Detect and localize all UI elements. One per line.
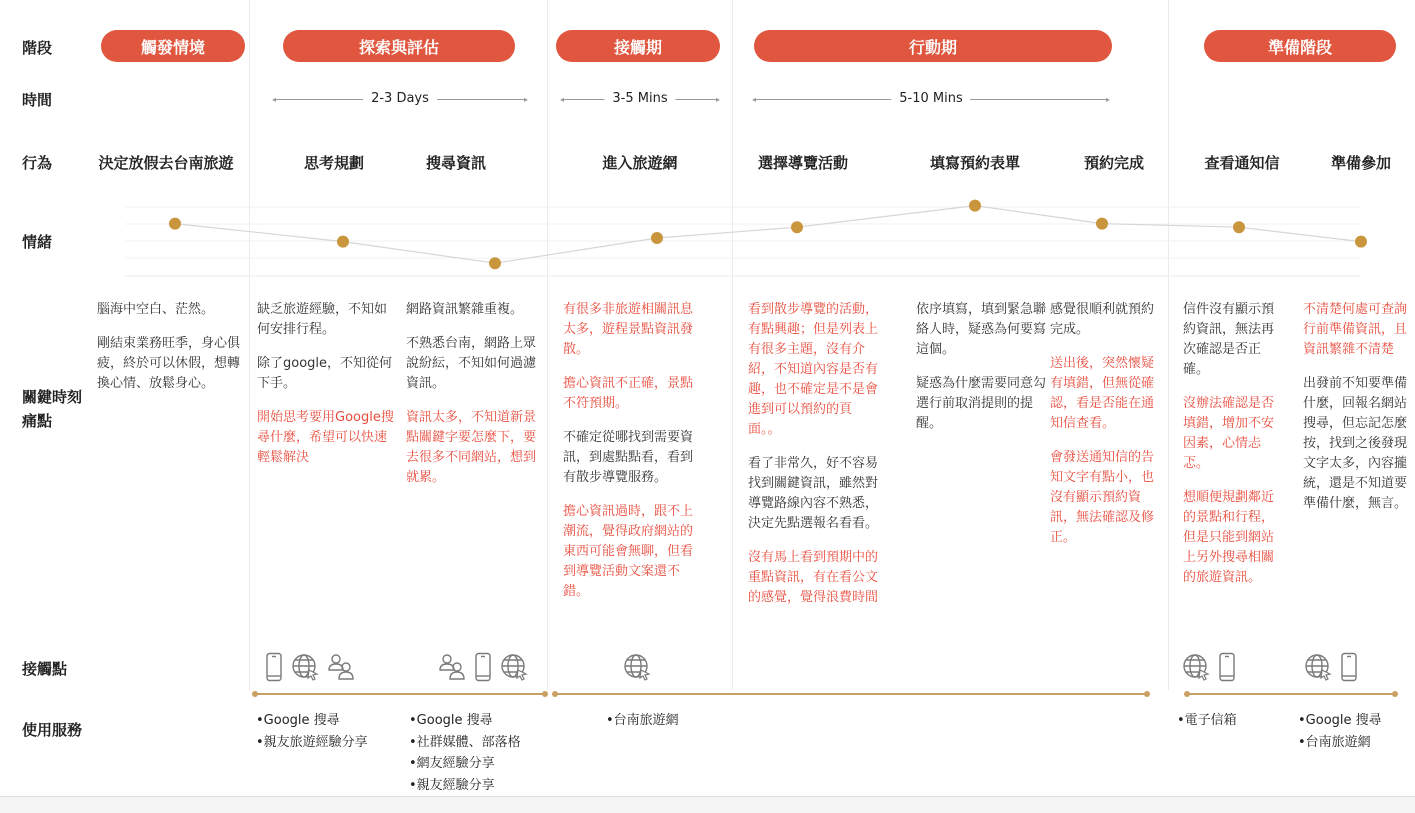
duration-explore: ◂ ▸ 2-3 Days — [275, 92, 525, 106]
service-timeline — [555, 693, 1147, 695]
action-choose-tour: 選擇導覽活動 — [757, 154, 849, 172]
service-item: • Google 搜尋 — [256, 710, 368, 732]
pain-col — [97, 300, 245, 408]
pain-col — [1303, 300, 1413, 528]
emotion-point — [169, 218, 181, 230]
action-decide-trip: 決定放假去台南旅遊 — [98, 154, 234, 172]
service-item: • 電子信箱 — [1177, 710, 1237, 732]
pain-point-warning: 有很多非旅遊相關訊息太多，遊程景點資訊發散。 — [563, 302, 694, 357]
touchpoint-group — [1181, 652, 1237, 682]
service-item: • 網友經驗分享 — [409, 753, 521, 775]
service-item: • 台南旅遊網 — [606, 710, 679, 732]
pain-point-text: 腦海中空白、茫然。 — [97, 302, 215, 317]
phone-icon — [473, 652, 493, 682]
emotion-point — [651, 232, 663, 244]
row-label-stage: 階段 — [22, 39, 53, 57]
row-label-pain-line2: 痛點 — [22, 412, 53, 430]
action-check-email: 查看通知信 — [1204, 154, 1280, 172]
duration-label: 5-10 Mins — [891, 89, 970, 109]
pain-col — [1183, 300, 1279, 602]
web-icon — [1303, 652, 1333, 682]
emotion-point — [1355, 236, 1367, 248]
emotion-point — [969, 200, 981, 212]
emotion-point — [489, 257, 501, 269]
people-icon — [437, 652, 467, 682]
pain-point-warning: 送出後，突然懷疑有填錯，但無從確認，看是否能在通知信查看。 — [1050, 356, 1155, 431]
pain-point-text: 缺乏旅遊經驗，不知如何安排行程。 — [257, 302, 388, 337]
action-search-info: 搜尋資訊 — [425, 154, 487, 172]
row-label-action: 行為 — [22, 154, 53, 172]
emotion-point — [791, 221, 803, 233]
pain-point-warning: 沒有馬上看到預期中的重點資訊，有在看公文的感覺，覺得浪費時間 — [748, 550, 879, 605]
pain-point-warning: 會發送通知信的告知文字有點小，也沒有顯示預約資訊，無法確認及修正。 — [1050, 450, 1155, 545]
pain-point-text: 除了google，不知從何下手。 — [257, 356, 393, 391]
pain-col — [748, 300, 878, 622]
duration-label: 3-5 Mins — [604, 89, 675, 109]
action-fill-form: 填寫預約表單 — [929, 154, 1021, 172]
service-item: • 台南旅遊網 — [1298, 732, 1382, 754]
pain-col — [1050, 300, 1160, 562]
pain-point-warning: 資訊太多，不知道新景點關鍵字要怎麼下，要去很多不同網站，想到就累。 — [406, 410, 537, 485]
action-plan: 思考規劃 — [303, 154, 365, 172]
phone-icon — [1339, 652, 1359, 682]
web-icon — [499, 652, 529, 682]
pain-point-text: 疑惑為什麼需要同意勾選行前取消提則的提醒。 — [916, 376, 1047, 431]
web-icon — [622, 652, 652, 682]
emotion-point — [1233, 221, 1245, 233]
pain-point-text: 看了非常久，好不容易找到關鍵資訊，雖然對導覽路線內容不熟悉，決定先點選報名看看。 — [748, 456, 879, 531]
stage-pill-trigger: 觸發情境 — [101, 30, 245, 62]
row-label-pain-line1: 關鍵時刻 — [22, 388, 83, 406]
service-list — [256, 710, 368, 753]
touchpoint-group — [264, 652, 356, 682]
pain-point-warning: 不清楚何處可查詢行前準備資訊，且資訊繁雜不清楚 — [1303, 302, 1408, 357]
stage-pill-action: 行動期 — [754, 30, 1112, 62]
web-icon — [1181, 652, 1211, 682]
pain-point-warning: 想順便規劃鄰近的景點和行程，但是只能到網站上另外搜尋相關的旅遊資訊。 — [1183, 490, 1275, 585]
pain-point-warning: 擔心資訊不正確，景點不符預期。 — [563, 376, 694, 411]
pain-point-text: 不熟悉台南，網路上眾說紛紜，不知如何過濾資訊。 — [406, 336, 537, 391]
row-label-emotion: 情緒 — [22, 233, 53, 251]
pain-point-text: 網路資訊繁雜重複。 — [406, 302, 524, 317]
phone-icon — [264, 652, 284, 682]
row-label-pain — [22, 385, 82, 433]
emotion-chart — [0, 0, 1415, 300]
touchpoint-group — [622, 652, 652, 682]
pain-point-warning: 沒辦法確認是否填錯，增加不安因素，心情忐忑。 — [1183, 396, 1275, 471]
pain-point-text: 出發前不知要準備什麼，回報名網站搜尋，但忘記怎麼按，找到之後發現文字太多，內容攏統，還是不知道要準備什麼，無言。 — [1303, 376, 1408, 511]
pain-point-warning: 開始思考要用Google搜尋什麼，希望可以快速輕鬆解決 — [257, 410, 394, 465]
touchpoint-group — [1303, 652, 1359, 682]
service-list — [606, 710, 679, 732]
phone-icon — [1217, 652, 1237, 682]
row-label-time: 時間 — [22, 91, 53, 109]
duration-label: 2-3 Days — [363, 89, 437, 109]
service-item: • 社群媒體、部落格 — [409, 732, 521, 754]
emotion-point — [1096, 218, 1108, 230]
service-timeline — [255, 693, 545, 695]
pain-point-warning: 看到散步導覽的活動，有點興趣；但是列表上有很多主題，沒有介紹，不知道內容是否有趣，也不確定是不是會進到可以預約的頁面。。 — [748, 302, 879, 437]
touchpoint-group — [437, 652, 529, 682]
service-item: • Google 搜尋 — [1298, 710, 1382, 732]
duration-action: ◂ ▸ 5-10 Mins — [755, 92, 1107, 106]
pain-point-text: 感覺很順利就預約完成。 — [1050, 302, 1155, 337]
action-enter-site: 進入旅遊網 — [602, 154, 678, 172]
pain-point-text: 依序填寫，填到緊急聯絡人時，疑惑為何要寫這個。 — [916, 302, 1047, 357]
people-icon — [326, 652, 356, 682]
pain-col — [257, 300, 397, 482]
stage-pill-prepare: 準備階段 — [1204, 30, 1396, 62]
service-list — [409, 710, 521, 796]
service-item: • 親友經驗分享 — [409, 775, 521, 797]
pain-col — [406, 300, 536, 502]
pain-point-text: 信件沒有顯示預約資訊，無法再次確認是否正確。 — [1183, 302, 1275, 377]
stage-pill-explore: 探索與評估 — [283, 30, 515, 62]
emotion-line — [175, 206, 1361, 264]
action-booking-done: 預約完成 — [1083, 154, 1145, 172]
pain-point-warning: 擔心資訊過時，跟不上潮流，覺得政府網站的東西可能會無聊，但看到導覽活動文案還不錯。 — [563, 504, 694, 599]
service-item: • 親友旅遊經驗分享 — [256, 732, 368, 754]
pain-col — [563, 300, 703, 616]
pain-point-text: 剛結束業務旺季，身心俱疲，終於可以休假，想轉換心情、放鬆身心。 — [97, 336, 241, 391]
web-icon — [290, 652, 320, 682]
stage-pill-contact: 接觸期 — [556, 30, 720, 62]
service-timeline — [1187, 693, 1395, 695]
row-label-service: 使用服務 — [22, 721, 83, 739]
duration-contact: ◂ ▸ 3-5 Mins — [563, 92, 717, 106]
pain-point-text: 不確定從哪找到需要資訊，到處點點看，看到有散步導覽服務。 — [563, 430, 694, 485]
window-bottom-bar — [0, 796, 1415, 813]
row-label-touchpoint: 接觸點 — [22, 660, 68, 678]
pain-col — [916, 300, 1046, 448]
emotion-point — [337, 236, 349, 248]
action-prepare: 準備參加 — [1330, 154, 1392, 172]
service-list — [1177, 710, 1237, 732]
service-list — [1298, 710, 1382, 753]
service-item: • Google 搜尋 — [409, 710, 521, 732]
